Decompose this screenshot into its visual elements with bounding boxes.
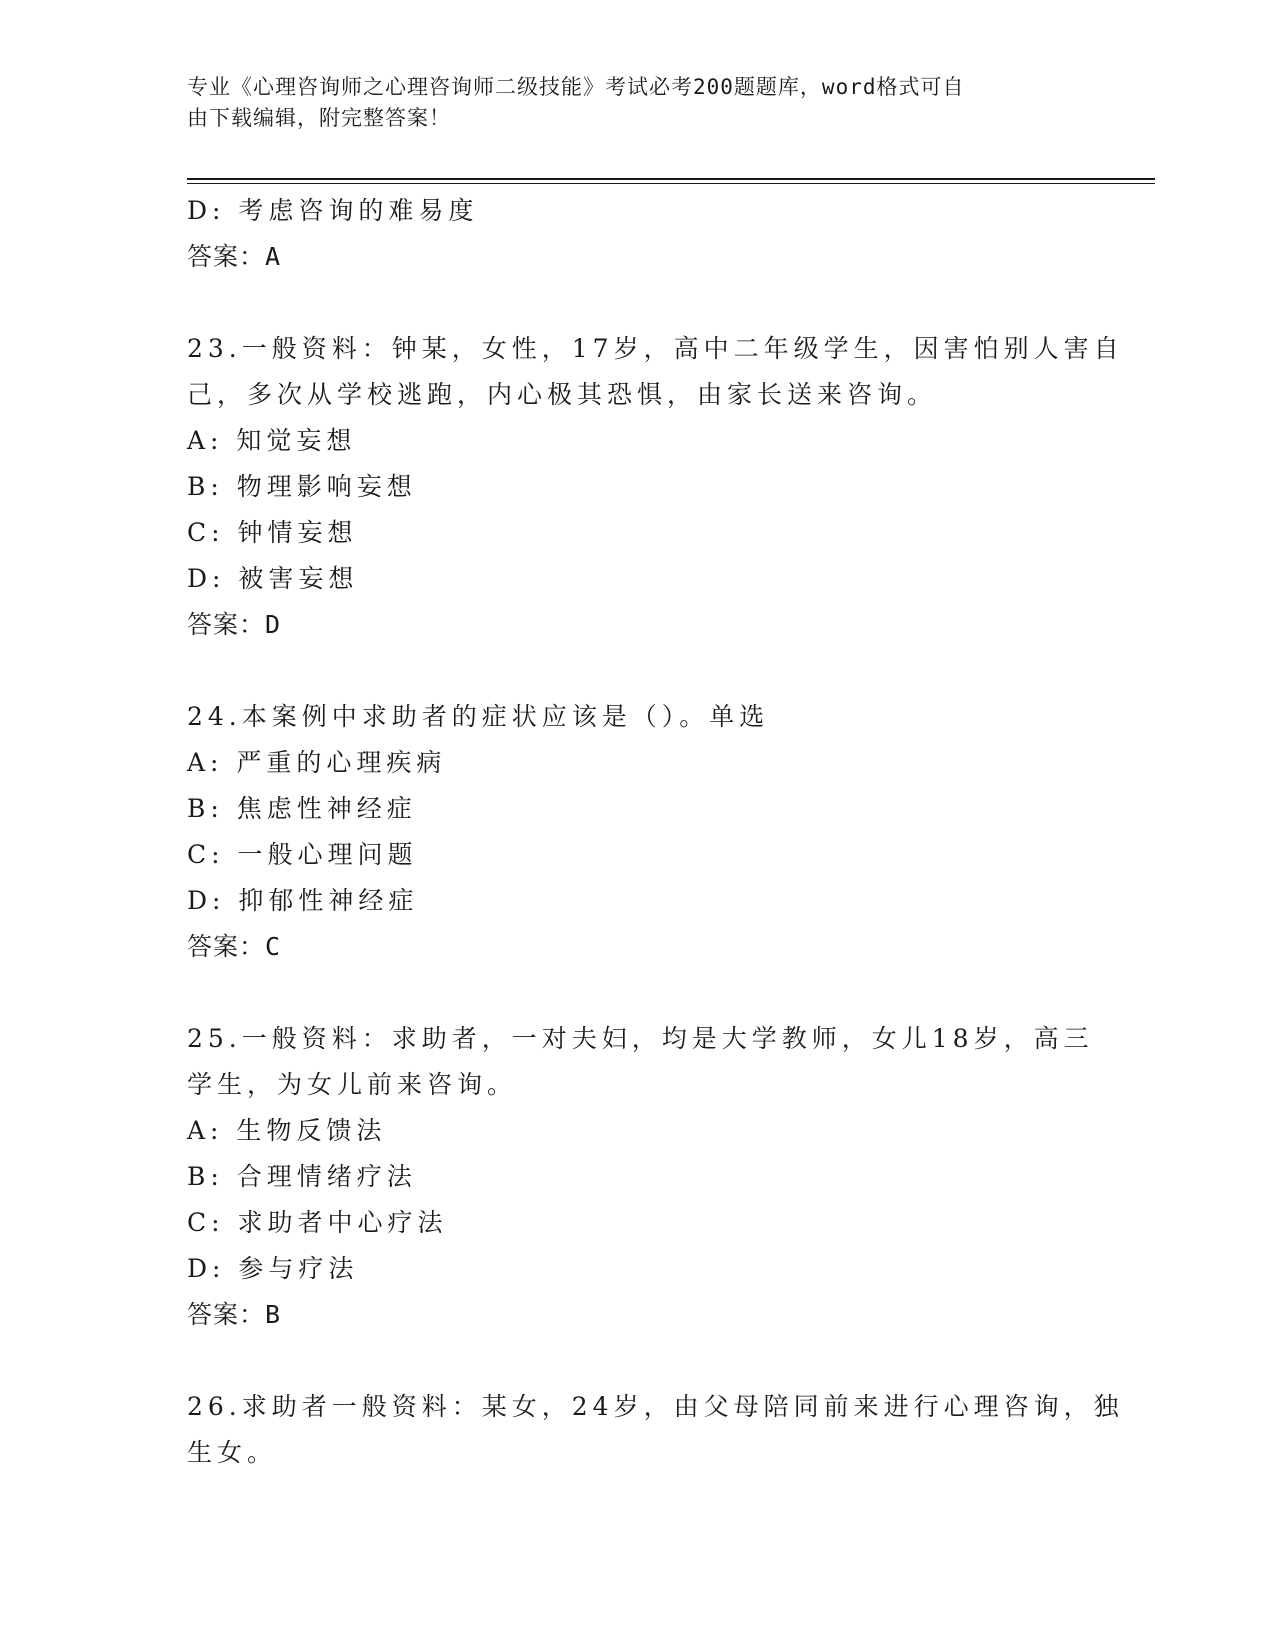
answer-line: 答案：B [187,1300,282,1329]
option-d: D: 考虑咨询的难易度 [187,196,479,225]
question-stem-line: 生女。 [187,1438,278,1467]
option-b: B: 合理情绪疗法 [187,1162,417,1191]
option-c: C: 求助者中心疗法 [187,1208,448,1237]
header-divider-thick [187,178,1155,180]
answer-line: 答案：D [187,610,282,639]
answer-line: 答案：A [187,242,282,271]
question-stem-line: 23.一般资料：钟某，女性，17岁，高中二年级学生，因害怕别人害自 [187,334,1124,363]
option-d: D: 参与疗法 [187,1254,359,1283]
option-d: D: 抑郁性神经症 [187,886,419,915]
question-23 [187,326,1124,648]
question-26 [187,1384,1124,1476]
question-stem-line: 26.求助者一般资料：某女，24岁，由父母陪同前来进行心理咨询，独 [187,1392,1124,1421]
option-a: A: 生物反馈法 [187,1116,387,1145]
question-25 [187,1016,1094,1338]
question-stem-line: 学生，为女儿前来咨询。 [187,1070,518,1099]
question-stem-line: 25.一般资料：求助者，一对夫妇，均是大学教师，女儿18岁，高三 [187,1024,1094,1053]
question-stem-line: 24.本案例中求助者的症状应该是（）。单选 [187,702,770,731]
question-stem-line: 己，多次从学校逃跑，内心极其恐惧，由家长送来咨询。 [187,380,938,409]
option-a: A: 严重的心理疾病 [187,748,447,777]
question-list [187,188,1124,1476]
option-c: C: 一般心理问题 [187,840,418,869]
header-divider-thin [187,183,1155,184]
page-header [187,72,1067,134]
answer-line: 答案：C [187,932,282,961]
option-d: D: 被害妄想 [187,564,359,593]
option-b: B: 物理影响妄想 [187,472,417,501]
question-24 [187,694,1087,970]
option-a: A: 知觉妄想 [187,426,357,455]
header-line-1: 专业《心理咨询师之心理咨询师二级技能》考试必考200题题库，word格式可自 [187,75,965,99]
option-c: C: 钟情妄想 [187,518,358,547]
option-b: B: 焦虑性神经症 [187,794,417,823]
question-22-tail [187,188,1087,280]
header-line-2: 由下载编辑，附完整答案！ [187,106,451,130]
